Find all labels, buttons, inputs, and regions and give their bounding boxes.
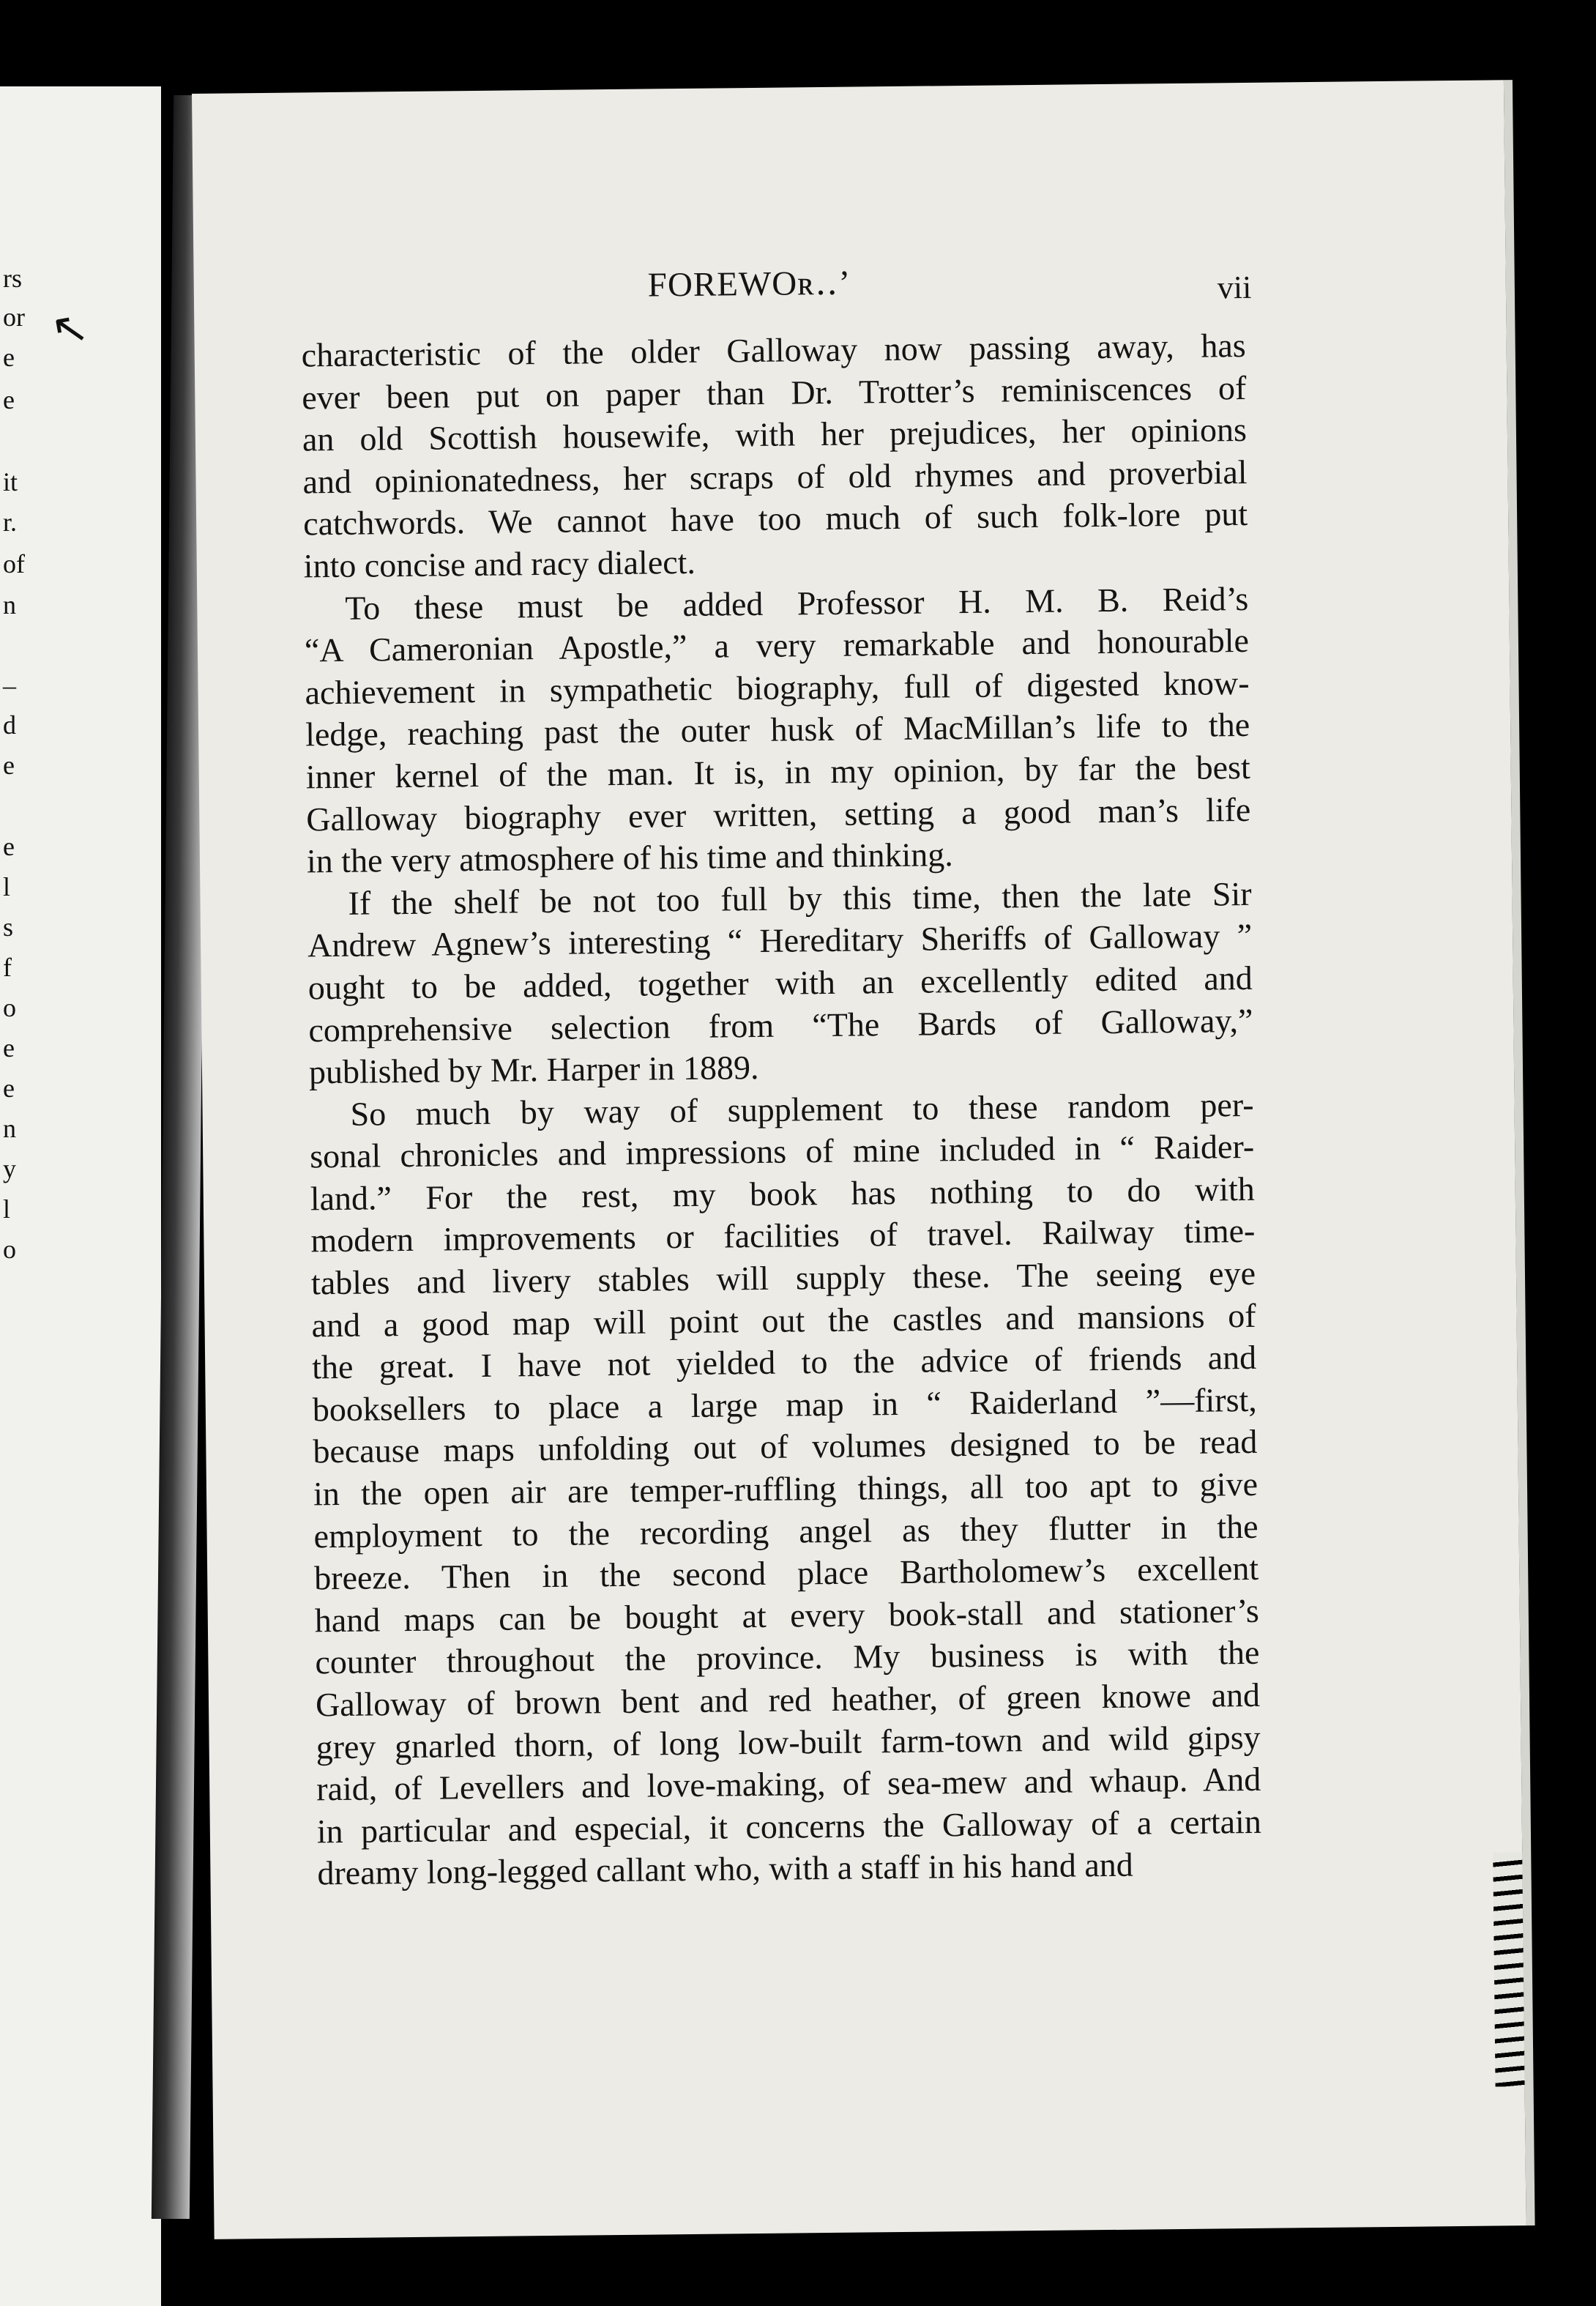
facing-page-fragment: l xyxy=(3,1194,11,1224)
facing-page-fragment: e xyxy=(3,751,15,780)
previous-page-edge xyxy=(0,86,161,2306)
text-line: booksellers to place a large map in “ Raiderland ”—first, xyxy=(312,1380,1258,1429)
facing-page-fragment: l xyxy=(3,872,11,901)
facing-page-fragment: rs xyxy=(3,264,22,293)
text-line: Galloway biography ever written, setting a good man’s life xyxy=(306,790,1251,838)
text-line: and opinionatedness, her scraps of old rhymes and proverbial xyxy=(302,453,1248,501)
text-line: employment to the recording angel as they flutter in the xyxy=(313,1507,1258,1555)
running-title: FOREWOʀ‥ʼ xyxy=(647,264,851,305)
paragraph xyxy=(309,1084,1261,1895)
facing-page-fragment: f xyxy=(3,953,12,982)
text-line: the great. I have not yielded to the advice of friends and xyxy=(311,1339,1257,1386)
facing-page-fragment: or xyxy=(3,302,25,332)
text-line: because maps unfolding out of volumes designed to be read xyxy=(313,1423,1258,1470)
facing-page-fragment: s xyxy=(3,912,14,942)
text-line: achievement in sympathetic biography, full of digested know- xyxy=(305,663,1250,712)
facing-page-fragment: e xyxy=(3,1074,15,1103)
facing-page-fragment: o xyxy=(3,993,16,1022)
text-line: hand maps can be bought at every book-stall and stationer’s xyxy=(314,1591,1260,1640)
text-line: If the shelf be not too full by this time, then the late Sir xyxy=(348,874,1252,922)
facing-page-fragment: e xyxy=(3,832,15,861)
torn-page-edge xyxy=(1493,1852,1524,2086)
paragraph xyxy=(307,873,1253,1093)
facing-page-fragment: n xyxy=(3,590,16,620)
paragraph xyxy=(304,577,1251,882)
text-line: modern improvements or facilities of travel. Railway time- xyxy=(310,1212,1256,1260)
text-line: land.” For the rest, my book has nothing to do with xyxy=(310,1169,1256,1218)
text-line: an old Scottish housewife, with her prejudices, her opinions xyxy=(302,411,1248,458)
text-line: ever been put on paper than Dr. Trotter’s reminiscences of xyxy=(302,368,1247,417)
text-line: Andrew Agnew’s interesting “ Hereditary Sheriffs of Galloway ” xyxy=(307,917,1253,964)
pencil-mark-icon: ↖ xyxy=(47,300,92,357)
text-line: published by Mr. Harper in 1889. xyxy=(308,1049,759,1091)
text-line: Galloway of brown bent and red heather, of green knowe and xyxy=(315,1675,1261,1724)
text-line: in particular and especial, it concerns the Galloway of a certain xyxy=(316,1802,1262,1851)
text-line: So much by way of supplement to these random per- xyxy=(350,1085,1254,1133)
page-number: vii xyxy=(1217,269,1252,306)
text-line: ought to be added, together with an excellently edited and xyxy=(307,959,1253,1007)
text-line: dreamy long-legged callant who, with a staff in his hand and xyxy=(317,1846,1134,1892)
paragraph xyxy=(301,324,1248,587)
facing-page-fragment: it xyxy=(3,467,18,496)
facing-page-fragment: e xyxy=(3,1033,15,1063)
text-line: grey gnarled thorn, of long low-built farm-town and wild gipsy xyxy=(316,1718,1261,1766)
facing-page-fragment: – xyxy=(3,671,16,700)
text-line: “A Cameronian Apostle,” a very remarkable and honourable xyxy=(304,622,1250,669)
text-line: into concise and racy dialect. xyxy=(303,543,696,585)
page-header xyxy=(194,256,1507,313)
text-line: tables and livery stables will supply these. The seeing eye xyxy=(310,1254,1256,1302)
text-line: counter throughout the province. My business is with the xyxy=(315,1634,1260,1681)
facing-page-fragment: d xyxy=(3,710,16,740)
text-line: raid, of Levellers and love-making, of sea-mew and whaup. And xyxy=(316,1760,1261,1808)
facing-page-fragment: of xyxy=(3,549,25,579)
text-line: sonal chronicles and impressions of mine included in “ Raider- xyxy=(309,1128,1255,1175)
book-page xyxy=(192,80,1526,2239)
text-line: comprehensive selection from “The Bards of Galloway,” xyxy=(308,1001,1253,1049)
text-line: inner kernel of the man. It is, in my opinion, by far the best xyxy=(305,748,1250,796)
body-text xyxy=(301,324,1261,1894)
facing-page-fragment: y xyxy=(3,1154,16,1183)
facing-page-fragment: r. xyxy=(3,507,18,537)
facing-page-fragment: e xyxy=(3,343,15,372)
facing-page-fragment: e xyxy=(3,385,15,414)
text-line: in the very atmosphere of his time and thinking. xyxy=(306,836,953,880)
text-line: ledge, reaching past the outer husk of MacMillan’s life to the xyxy=(305,706,1250,754)
text-line: and a good map will point out the castles and mansions of xyxy=(311,1296,1256,1344)
text-line: breeze. Then in the second place Bartholomew’s excellent xyxy=(313,1550,1259,1597)
text-line: in the open air are temper-ruffling things, all too apt to give xyxy=(313,1465,1258,1513)
facing-page-fragment: o xyxy=(3,1235,16,1264)
text-line: catchwords. We cannot have too much of such folk-lore put xyxy=(302,495,1248,543)
text-line: characteristic of the older Galloway now passing away, has xyxy=(301,326,1246,374)
facing-page-fragment: n xyxy=(3,1114,16,1143)
text-line: To these must be added Professor H. M. B. Reid’s xyxy=(345,579,1249,627)
